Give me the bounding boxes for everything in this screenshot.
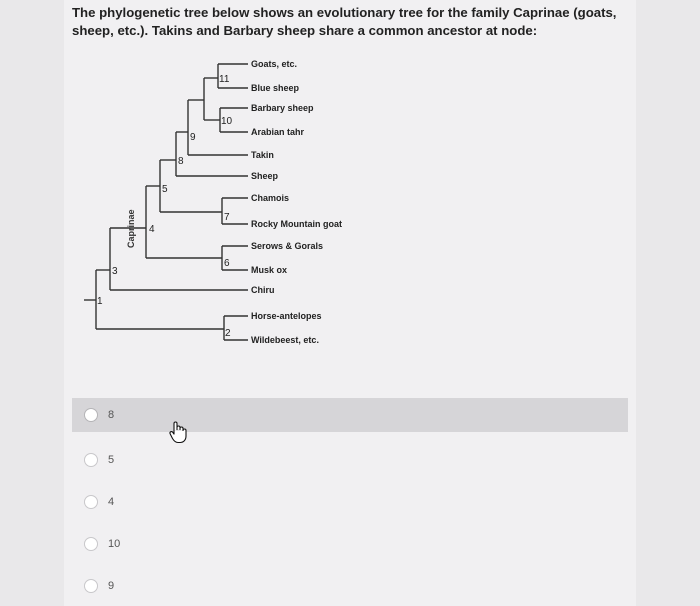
clade-label-caprinae: Caprinae bbox=[126, 209, 136, 248]
radio-button[interactable] bbox=[84, 579, 98, 593]
radio-button[interactable] bbox=[84, 453, 98, 467]
taxon-wildebeest: Wildebeest, etc. bbox=[251, 335, 319, 345]
answer-option-4[interactable] bbox=[80, 485, 628, 519]
question-text: The phylogenetic tree below shows an evolutionary tree for the family Caprinae (goats, sheep, etc.). Takins and Barbary sheep share a common ancestor at node: bbox=[72, 5, 617, 38]
taxon-blue-sheep: Blue sheep bbox=[251, 83, 300, 93]
radio-button[interactable] bbox=[84, 537, 98, 551]
answer-option-9[interactable] bbox=[80, 569, 628, 603]
taxon-goats: Goats, etc. bbox=[251, 59, 298, 69]
node-7: 7 bbox=[224, 212, 230, 223]
taxon-takin: Takin bbox=[251, 150, 274, 160]
answer-option-label: 5 bbox=[108, 454, 115, 466]
node-6: 6 bbox=[224, 258, 230, 269]
taxon-chiru: Chiru bbox=[251, 285, 275, 295]
taxon-arabian-tahr: Arabian tahr bbox=[251, 127, 305, 137]
taxon-chamois: Chamois bbox=[251, 193, 290, 203]
answer-option-10[interactable] bbox=[80, 527, 628, 561]
radio-button[interactable] bbox=[84, 495, 98, 509]
node-5: 5 bbox=[162, 184, 168, 195]
node-11: 11 bbox=[219, 74, 230, 85]
answer-option-5[interactable] bbox=[80, 443, 628, 477]
taxon-horse-antelopes: Horse-antelopes bbox=[251, 311, 322, 321]
hand-cursor-icon bbox=[168, 420, 190, 444]
node-8: 8 bbox=[178, 156, 184, 167]
answer-option-label: 9 bbox=[108, 580, 115, 592]
node-3: 3 bbox=[112, 266, 118, 277]
answer-option-label: 10 bbox=[108, 538, 121, 550]
tree-branches bbox=[84, 64, 248, 340]
taxon-musk-ox: Musk ox bbox=[251, 265, 288, 275]
taxon-barbary-sheep: Barbary sheep bbox=[251, 103, 314, 113]
answer-option-8[interactable] bbox=[72, 398, 628, 432]
answer-option-label: 4 bbox=[108, 496, 115, 508]
answer-option-label: 8 bbox=[108, 409, 115, 421]
taxon-rocky-mountain-goat: Rocky Mountain goat bbox=[251, 219, 343, 229]
node-2: 2 bbox=[225, 328, 231, 339]
node-1: 1 bbox=[97, 296, 103, 307]
taxon-sheep: Sheep bbox=[251, 171, 279, 181]
radio-button[interactable] bbox=[84, 408, 98, 422]
node-10: 10 bbox=[221, 116, 233, 127]
node-9: 9 bbox=[190, 132, 196, 143]
taxon-serows-gorals: Serows & Gorals bbox=[251, 241, 324, 251]
node-4: 4 bbox=[149, 224, 155, 235]
